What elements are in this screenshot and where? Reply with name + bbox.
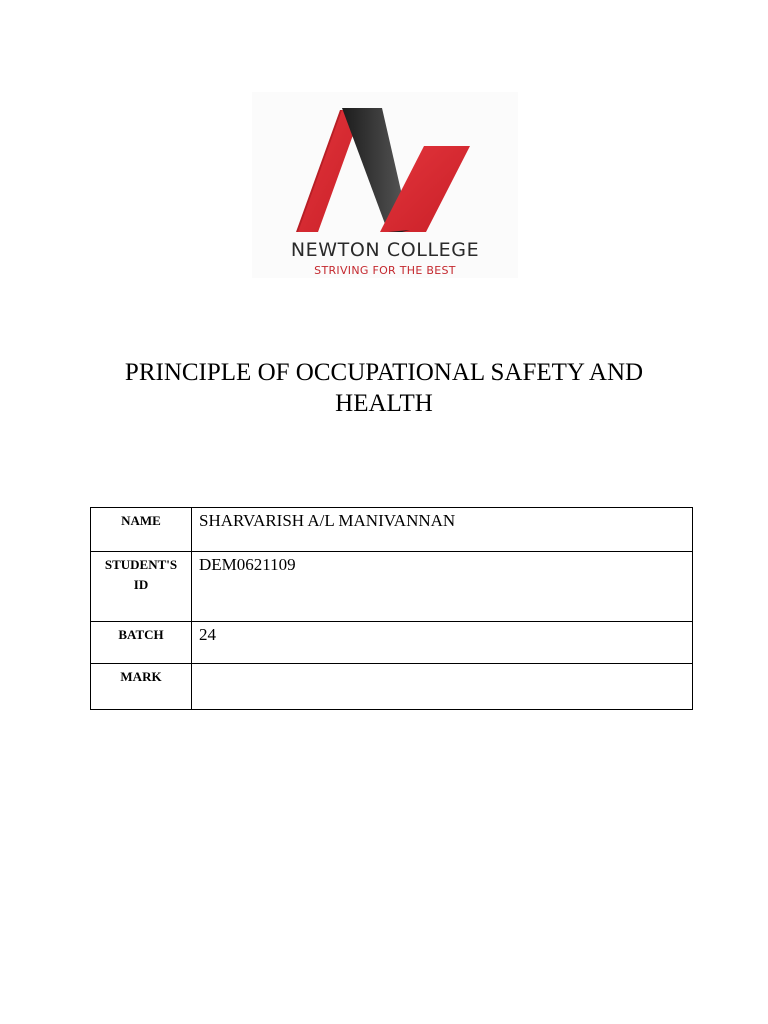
mark-label: MARK bbox=[91, 664, 192, 710]
mark-value bbox=[192, 664, 693, 710]
college-name: NEWTON COLLEGE bbox=[290, 239, 480, 261]
table-row-name bbox=[91, 508, 693, 552]
student-details-table bbox=[90, 507, 693, 710]
name-label: NAME bbox=[91, 508, 192, 552]
student-id-value: DEM0621109 bbox=[192, 552, 693, 622]
batch-value: 24 bbox=[192, 622, 693, 664]
batch-label: BATCH bbox=[91, 622, 192, 664]
title-line-1: PRINCIPLE OF OCCUPATIONAL SAFETY AND bbox=[124, 359, 644, 386]
table-row-batch bbox=[91, 622, 693, 664]
title-line-2: HEALTH bbox=[335, 390, 433, 417]
table-row-student-id bbox=[91, 552, 693, 622]
document-title bbox=[84, 357, 684, 419]
student-id-label-line-1: STUDENT'S bbox=[104, 557, 178, 572]
student-id-label-line-2: ID bbox=[133, 577, 149, 592]
table-row-mark bbox=[91, 664, 693, 710]
college-logo bbox=[252, 92, 518, 278]
college-tagline: STRIVING FOR THE BEST bbox=[314, 264, 456, 277]
name-value: SHARVARISH A/L MANIVANNAN bbox=[192, 508, 693, 552]
student-id-label bbox=[91, 552, 192, 622]
